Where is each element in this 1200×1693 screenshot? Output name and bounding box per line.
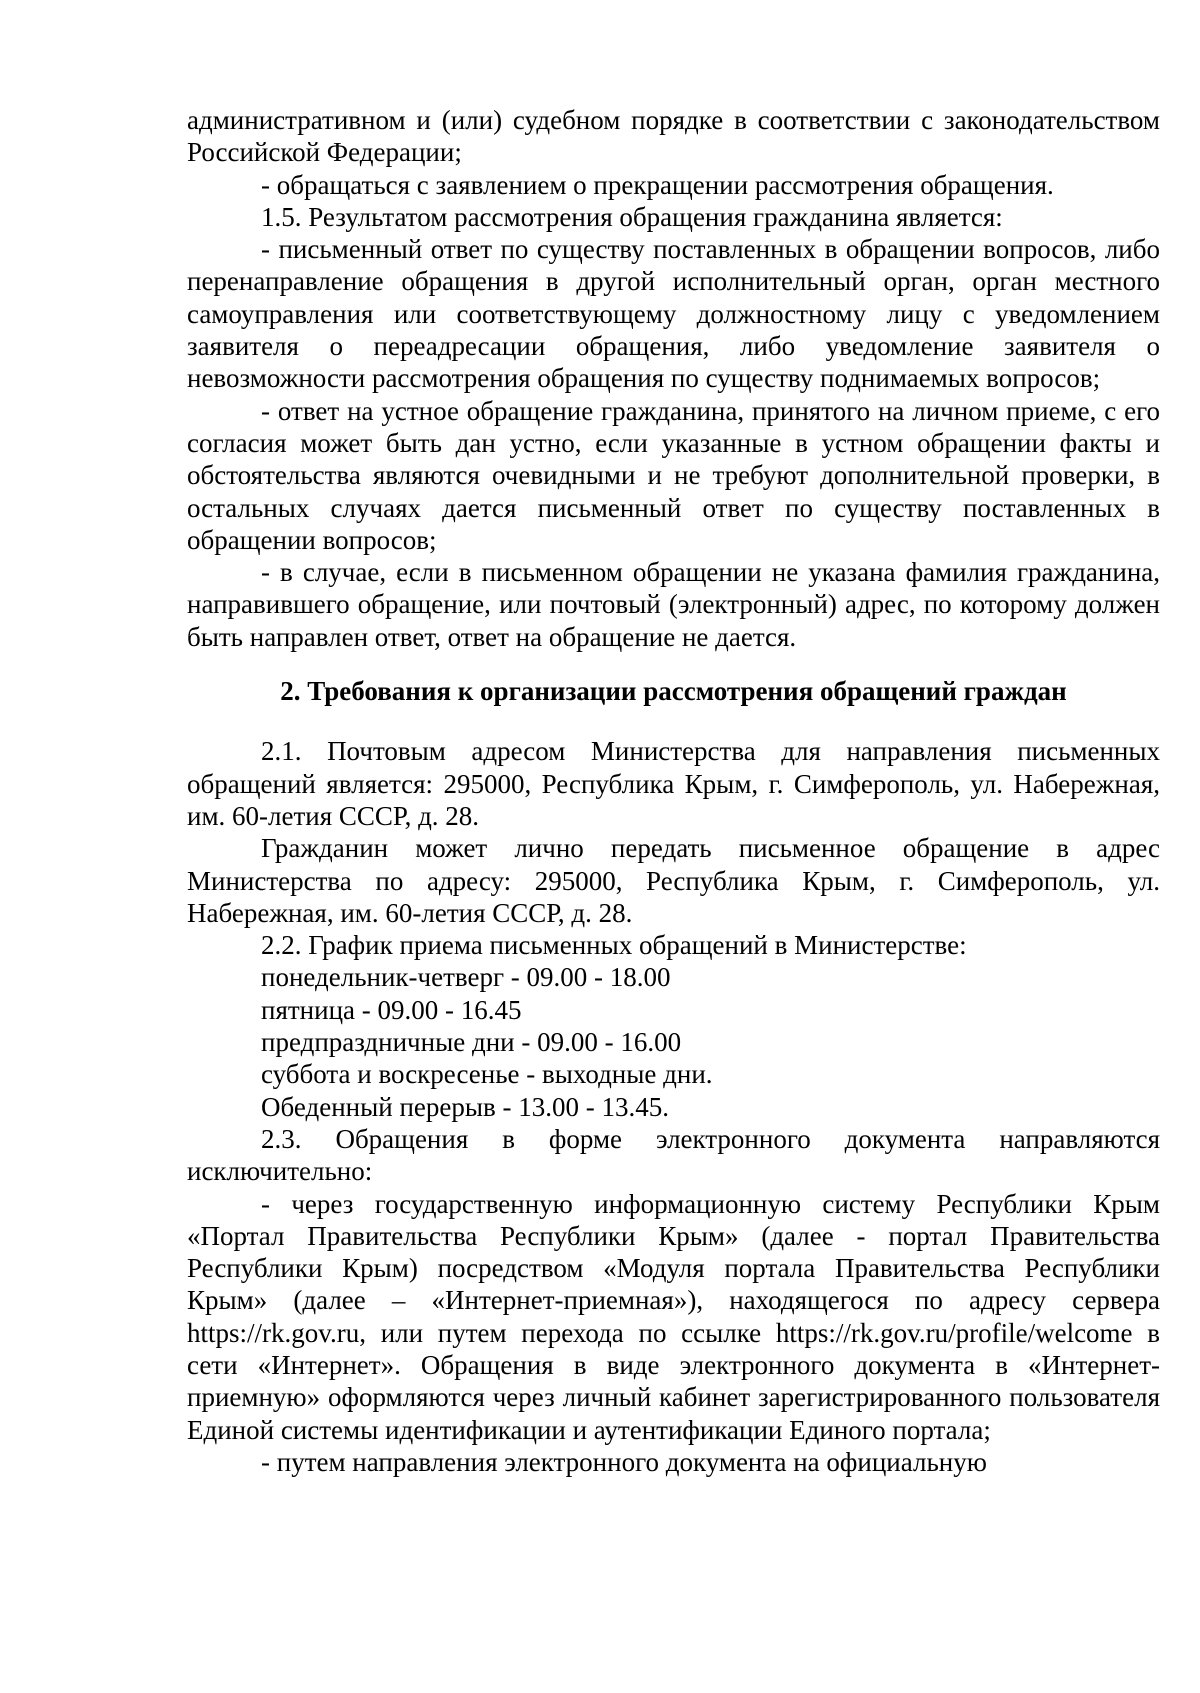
schedule-pre-holiday: предпраздничные дни - 09.00 - 16.00 — [261, 1027, 682, 1058]
paragraph-2-3: 2.3. Обращения в форме электронного документа направляются исключительно: — [187, 1123, 1160, 1187]
document-page — [187, 104, 1160, 1478]
schedule-friday: пятница - 09.00 - 16.45 — [261, 994, 522, 1025]
paragraph-official-email: - путем направления электронного документа на официальную — [261, 1446, 987, 1477]
paragraph-2-2: 2.2. График приема письменных обращений в Министерстве: — [261, 930, 967, 961]
paragraph-oral-answer: - ответ на устное обращение гражданина, принятого на личном приеме, с его согласия может быть дан устно, если указанные в устном обращении факты и обстоятельства являются очевидными и не требуют дополнительной проверки, в остальных случаях дается письменный ответ по существу поставленных в обращении вопросов; — [187, 395, 1160, 555]
paragraph-1-5: 1.5. Результатом рассмотрения обращения гражданина является: — [261, 201, 1003, 232]
paragraph-right-to-withdraw: - обращаться с заявлением о прекращении рассмотрения обращения. — [261, 169, 1054, 200]
schedule-weekend: суббота и воскресенье - выходные дни. — [261, 1059, 713, 1090]
paragraph-2-1: 2.1. Почтовым адресом Министерства для направления письменных обращений является: 295000, Республика Крым, г. Симферополь, ул. Набережная, им. 60-летия СССР, д. 28. — [187, 736, 1160, 831]
paragraph-personal-delivery: Гражданин может лично передать письменное обращение в адрес Министерства по адресу: 295000, Республика Крым, г. Симферополь, ул. Набережная, им. 60-летия СССР, д. 28. — [187, 833, 1160, 928]
paragraph-no-answer: - в случае, если в письменном обращении не указана фамилия гражданина, направившего обращение, или почтовый (электронный) адрес, по которому должен быть направлен ответ, ответ на обращение не дается. — [187, 557, 1160, 652]
paragraph-written-answer: - письменный ответ по существу поставленных в обращении вопросов, либо перенаправление обращения в другой исполнительный орган, орган местного самоуправления или соответствующему должностному лицу с уведомлением заявителя о переадресации обращения, либо уведомление заявителя о невозможности рассмотрения обращения по существу поднимаемых вопросов; — [187, 234, 1160, 394]
schedule-lunch: Обеденный перерыв - 13.00 - 13.45. — [261, 1091, 670, 1122]
section-heading: 2. Требования к организации рассмотрения обращений граждан — [280, 676, 1067, 707]
schedule-mon-thu: понедельник-четверг - 09.00 - 18.00 — [261, 962, 671, 993]
paragraph-internet-reception: - через государственную информационную систему Республики Крым «Портал Правительства Республики Крым» (далее - портал Правительства Республики Крым) посредством «Модуля портала Правительства Республики Крым» (далее – «Интернет-приемная»), находящегося по адресу сервера https://rk.gov.ru, или путем перехода по ссылке https://rk.gov.ru/profile/welcome в сети «Интернет». Обращения в виде электронного документа в «Интернет-приемную» оформляются через личный кабинет зарегистрированного пользователя Единой системы идентификации и аутентификации Единого портала; — [187, 1188, 1160, 1445]
paragraph-continuation: административном и (или) судебном порядке в соответствии с законодательством Российской Федерации; — [187, 105, 1160, 168]
